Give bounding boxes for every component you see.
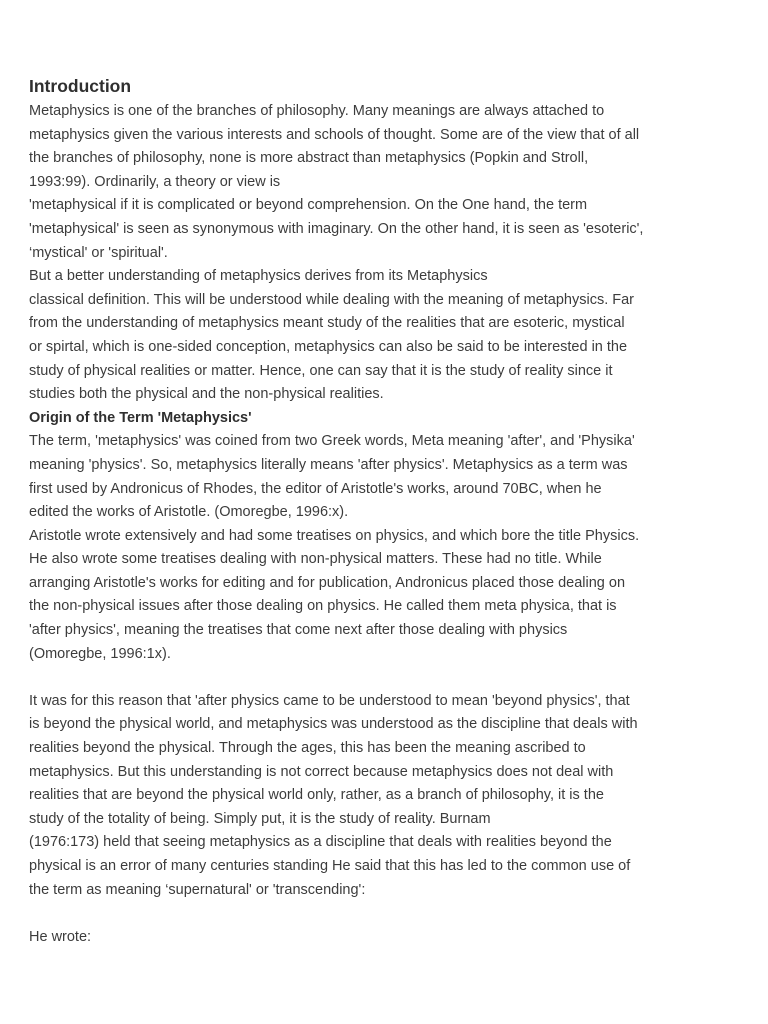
text-line: first used by Andronicus of Rhodes, the editor of Aristotle's works, around 70BC, when he bbox=[29, 480, 602, 497]
text-line: metaphysics given the various interests and schools of thought. Some are of the view that of all bbox=[29, 126, 640, 143]
text-line: edited the works of Aristotle. (Omoregbe, 1996:x). bbox=[29, 504, 349, 521]
text-line: is beyond the physical world, and metaphysics was understood as the discipline that deals with bbox=[29, 716, 638, 733]
text-line: metaphysics. But this understanding is not correct because metaphysics does not deal with bbox=[29, 763, 614, 780]
text-line: realities beyond the physical. Through the ages, this has been the meaning ascribed to bbox=[29, 740, 586, 757]
text-line: It was for this reason that 'after physics came to be understood to mean 'beyond physics', that bbox=[29, 692, 630, 709]
text-line: 'after physics', meaning the treatises that come next after those dealing with physics bbox=[29, 622, 568, 639]
text-line: He wrote: bbox=[29, 928, 92, 945]
section-heading-introduction: Introduction bbox=[29, 76, 132, 96]
text-line: physical is an error of many centuries standing He said that this has led to the common use of bbox=[29, 858, 631, 874]
paragraph-spacer bbox=[29, 666, 740, 690]
text-line: But a better understanding of metaphysics derives from its Metaphysics bbox=[29, 268, 488, 285]
text-line: meaning 'physics'. So, metaphysics literally means 'after physics'. Metaphysics as a term was bbox=[29, 456, 628, 473]
text-line: realities that are beyond the physical world only, rather, as a branch of philosophy, it is the bbox=[29, 787, 604, 804]
text-line: or spirtal, which is one-sided conception, metaphysics can also be said to be interested in the bbox=[29, 338, 628, 355]
text-line: study of the totality of being. Simply put, it is the study of reality. Burnam bbox=[29, 810, 491, 827]
text-line: The term, 'metaphysics' was coined from two Greek words, Meta meaning 'after', and 'Physika' bbox=[29, 433, 635, 450]
text-line: studies both the physical and the non-physical realities. bbox=[29, 386, 384, 403]
text-line: from the understanding of metaphysics meant study of the realities that are esoteric, mystical bbox=[29, 315, 625, 332]
text-line: classical definition. This will be understood while dealing with the meaning of metaphysics. Far bbox=[29, 291, 635, 308]
text-line: 'metaphysical if it is complicated or beyond comprehension. On the One hand, the term bbox=[29, 197, 588, 214]
text-line: (Omoregbe, 1996:1x). bbox=[29, 645, 171, 662]
text-line: (1976:173) held that seeing metaphysics as a discipline that deals with realities beyond the bbox=[29, 834, 612, 851]
text-line: Aristotle wrote extensively and had some treatises on physics, and which bore the title Physics. bbox=[29, 527, 640, 544]
paragraph-beyond-physics bbox=[29, 690, 740, 902]
text-line: 1993:99). Ordinarily, a theory or view is bbox=[29, 173, 281, 190]
paragraph-he-wrote bbox=[29, 926, 740, 950]
text-line: He also wrote some treatises dealing with non-physical matters. These had no title. While bbox=[29, 551, 602, 568]
text-line: the non-physical issues after those dealing on physics. He called them meta physica, that is bbox=[29, 598, 617, 615]
section-heading-origin: Origin of the Term 'Metaphysics' bbox=[29, 409, 252, 426]
text-line: Metaphysics is one of the branches of philosophy. Many meanings are always attached to bbox=[29, 103, 605, 119]
paragraph-origin bbox=[29, 430, 740, 666]
text-line: study of physical realities or matter. Hence, one can say that it is the study of reality since it bbox=[29, 362, 613, 379]
paragraph-introduction bbox=[29, 100, 740, 407]
text-line: the branches of philosophy, none is more abstract than metaphysics (Popkin and Stroll, bbox=[29, 150, 589, 167]
text-line: arranging Aristotle's works for editing and for publication, Andronicus placed those dealing on bbox=[29, 574, 626, 591]
text-line: 'metaphysical' is seen as synonymous with imaginary. On the other hand, it is seen as 'esoteric', bbox=[29, 220, 644, 237]
text-line: ‘mystical' or 'spiritual'. bbox=[29, 244, 168, 261]
text-line: the term as meaning ‘supernatural' or 'transcending': bbox=[29, 881, 366, 898]
paragraph-spacer bbox=[29, 902, 740, 926]
